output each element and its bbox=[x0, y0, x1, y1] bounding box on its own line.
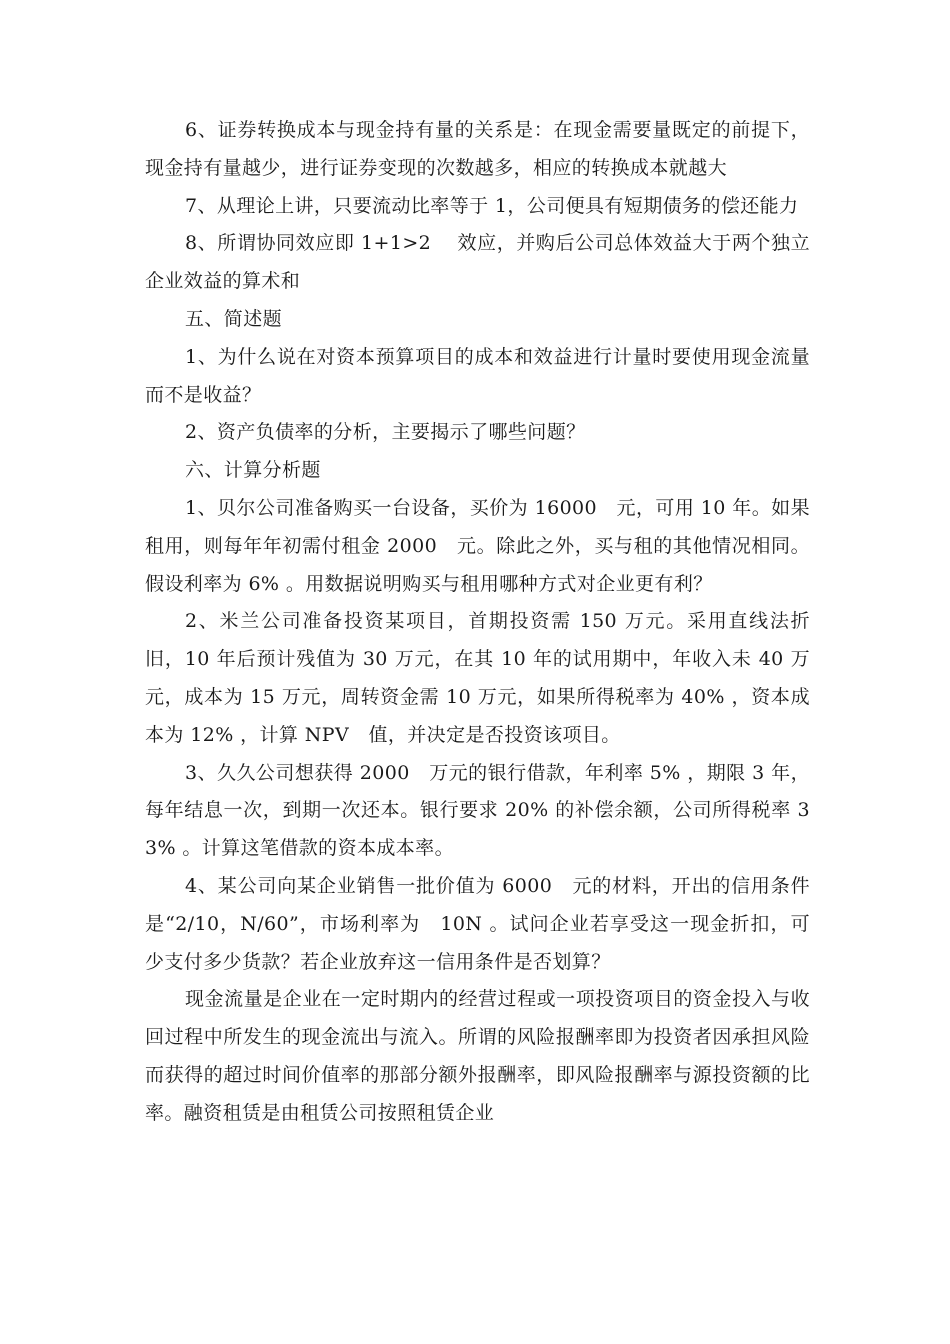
statement-8: 8、所谓协同效应即 1+1>2 效应，并购后公司总体效益大于两个独立企业效益的算术和 bbox=[145, 232, 810, 293]
short-answer-question-2: 2、资产负债率的分析，主要揭示了哪些问题？ bbox=[185, 421, 586, 444]
section-heading-short-answer: 五、简述题 bbox=[185, 307, 283, 330]
calculation-question-2: 2、米兰公司准备投资某项目，首期投资需 150 万元。采用直线法折旧，10 年后预计残值为 30 万元，在其 10 年的试用期中，年收入未 40 万元，成本为 15 万元，周转资金需 10 万元，如果所得税率为 40% ，资本成本为 12% ，计算 NPV 值，并决定是否投资该项目。 bbox=[145, 610, 810, 746]
statement-7: 7、从理论上讲，只要流动比率等于 1，公司便具有短期债务的偿还能力 bbox=[185, 194, 799, 217]
calculation-question-3: 3、久久公司想获得 2000 万元的银行借款，年利率 5% ，期限 3 年，每年结息一次，到期一次还本。银行要求 20% 的补偿余额，公司所得税率 33% 。计算这笔借款的资本成本率。 bbox=[145, 761, 810, 860]
statement-6: 6、证券转换成本与现金持有量的关系是：在现金需要量既定的前提下，现金持有量越少，进行证券变现的次数越多，相应的转换成本就越大 bbox=[145, 119, 810, 179]
short-answer-question-1: 1、为什么说在对资本预算项目的成本和效益进行计量时要使用现金流量而不是收益？ bbox=[145, 345, 810, 406]
calculation-question-4: 4、某公司向某企业销售一批价值为 6000 元的材料，开出的信用条件是“2/10，N/60”，市场利率为 10N 。试问企业若享受这一现金折扣，可少支付多少货款？若企业放弃这一信用条件是否划算？ bbox=[145, 874, 810, 973]
section-heading-calculation: 六、计算分析题 bbox=[185, 459, 321, 482]
calculation-question-1: 1、贝尔公司准备购买一台设备，买价为 16000 元，可用 10 年。如果租用，则每年年初需付租金 2000 元。除此之外，买与租的其他情况相同。假设利率为 6% 。用数据说明购买与租用哪种方式对企业更有利？ bbox=[145, 496, 810, 595]
document-body bbox=[145, 112, 810, 1133]
answer-paragraph: 现金流量是企业在一定时期内的经营过程或一项投资项目的资金投入与收回过程中所发生的现金流出与流入。所谓的风险报酬率即为投资者因承担风险而获得的超过时间价值率的那部分额外报酬率，即风险报酬率与源投资额的比率。融资租赁是由租赁公司按照租赁企业 bbox=[145, 988, 810, 1124]
